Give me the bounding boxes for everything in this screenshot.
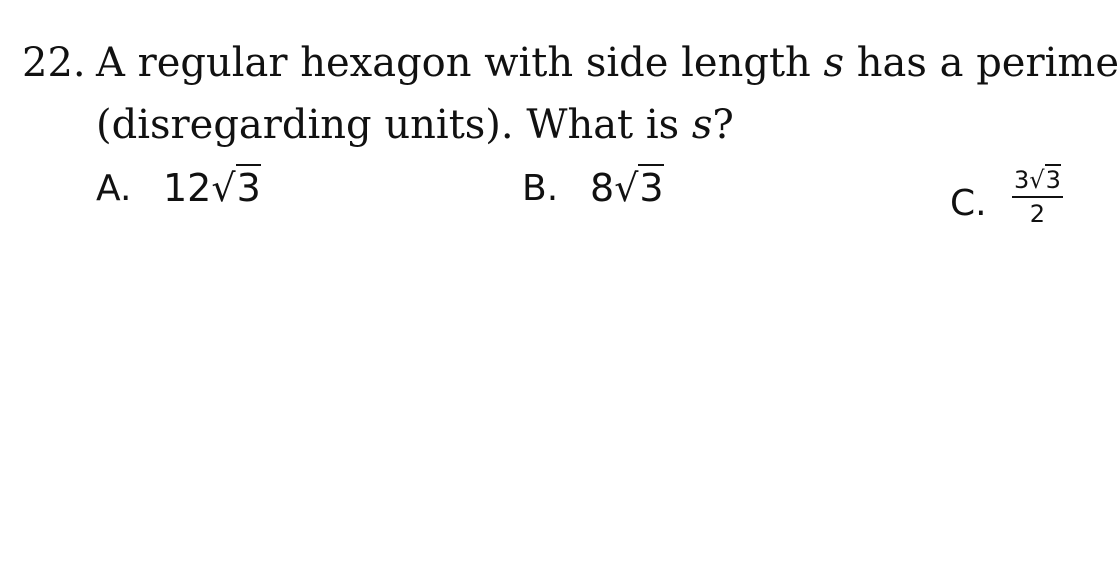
- choice-a-value: [163, 166, 261, 210]
- question-line-1-suffix: has a perime: [844, 40, 1119, 86]
- question-line-2: [96, 102, 734, 148]
- choice-b-letter: B.: [522, 168, 559, 209]
- choice-b-coefficient: 8: [590, 166, 615, 210]
- choice-b-value: [590, 166, 664, 210]
- radical-sign-icon: √: [614, 166, 639, 210]
- question-variable-s-2: s: [691, 102, 713, 148]
- fraction-bar: [1012, 196, 1063, 198]
- question-line-1: [96, 40, 1119, 86]
- question-line-2-prefix: (disregarding units). What is: [96, 102, 692, 148]
- choice-c-numerator: [1012, 166, 1063, 194]
- choice-b-radical: [614, 166, 663, 210]
- radical-sign-icon: √: [211, 166, 236, 210]
- question-line-1-prefix: A regular hexagon with side length: [96, 40, 824, 86]
- choice-c-denominator: 2: [1029, 200, 1046, 228]
- question-number: 22.: [22, 40, 86, 86]
- choice-a-radicand: 3: [236, 166, 261, 210]
- question-line-2-suffix: ?: [712, 102, 734, 148]
- choice-a-radical: [211, 166, 260, 210]
- choice-c-fraction: [1012, 166, 1063, 228]
- choice-a-letter: A.: [96, 168, 132, 209]
- question-variable-s: s: [823, 40, 845, 86]
- choice-c-radicand: 3: [1045, 166, 1061, 194]
- choice-c-letter: C.: [950, 183, 987, 224]
- choice-b-radicand: 3: [639, 166, 664, 210]
- choice-c-numerator-coefficient: 3: [1014, 166, 1030, 194]
- choice-a-coefficient: 12: [163, 166, 212, 210]
- radical-sign-icon: √: [1029, 166, 1045, 194]
